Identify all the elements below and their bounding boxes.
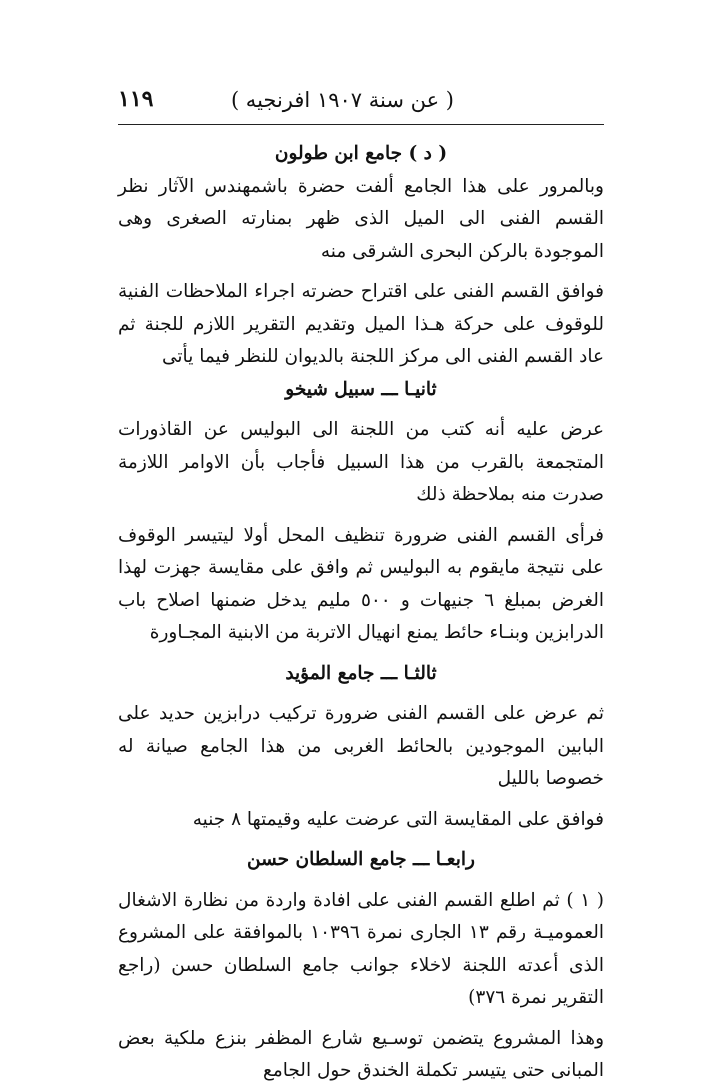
- paragraph: فرأى القسم الفنى ضرورة تنظيف المحل أولا ليتيسر الوقوف على نتيجة مايقوم به البوليس ثم وافق على مقايسة جهزت لهذا الغرض بمبلغ ٦ جنيهات و ٥٠٠ مليم يدخل ضمنها اصلاح باب الدرابزين وبنـاء حائط يمنع انهيال الاتربة من الابنية المجـاورة: [118, 524, 605, 643]
- paragraph: عرض عليه أنه كتب من اللجنة الى البوليس عن القاذورات المتجمعة بالقرب من هذا السبيل فأجاب بأن الاوامر اللازمة صدرت منه بملاحظة ذلك: [118, 419, 604, 505]
- page-number: ١١٩: [118, 86, 154, 112]
- section-heading-sabil-shaykhu: ثانيـا ـــ سبيل شيخو: [285, 378, 437, 400]
- paragraph: فوافق على المقايسة التى عرضت عليه وقيمتها ٨ جنيه: [192, 808, 604, 830]
- page-body: [118, 138, 604, 1088]
- paragraph: وبالمرور على هذا الجامع ألفت حضرة باشمهندس الآثار نظر القسم الفنى الى الميل الذى ظهر بمنارته الصغرى وهى الموجودة بالركن البحرى الشرقى منه: [118, 175, 604, 262]
- running-header: [118, 88, 604, 124]
- header-title: ( عن سنة ١٩٠٧ افرنجيه ): [230, 88, 454, 112]
- section-heading-muayyad: ثالثـا ـــ جامع المؤيد: [285, 662, 437, 684]
- paragraph: وهذا المشروع يتضمن توسـيع شارع المظفر بنزع ملكية بعض المبانى حتى يتيسر تكملة الخندق حول الجامع: [118, 1027, 604, 1081]
- section-heading-sultan-hasan: رابعـا ـــ جامع السلطان حسن: [247, 849, 475, 870]
- paragraph: ( ١ ) ثم اطلع القسم الفنى على افادة واردة من نظارة الاشغال العموميـة رقم ١٣ الجارى نمرة ١٠٣٩٦ بالموافقة على المشروع الذى أعدته اللجنة لاخلاء جوانب جامع السلطان حسن (راجع التقرير نمرة ٣٧٦): [118, 889, 604, 1008]
- paragraph: فوافق القسم الفنى على اقتراح حضرته اجراء الملاحظات الفنية للوقوف على حركة هـذا الميل وتقديم التقرير اللازم للجنة ثم عاد القسم الفنى الى مركز اللجنة بالديوان للنظر فيما يأتى: [118, 281, 604, 367]
- header-rule: [118, 124, 604, 125]
- paragraph: ثم عرض على القسم الفنى ضرورة تركيب درابزين حديد على البابين الموجودين بالحائط الغربى من هذا الجامع صيانة له خصوصا بالليل: [118, 703, 604, 789]
- section-heading-ibn-tulun: ( د ) جامع ابن طولون: [274, 143, 448, 164]
